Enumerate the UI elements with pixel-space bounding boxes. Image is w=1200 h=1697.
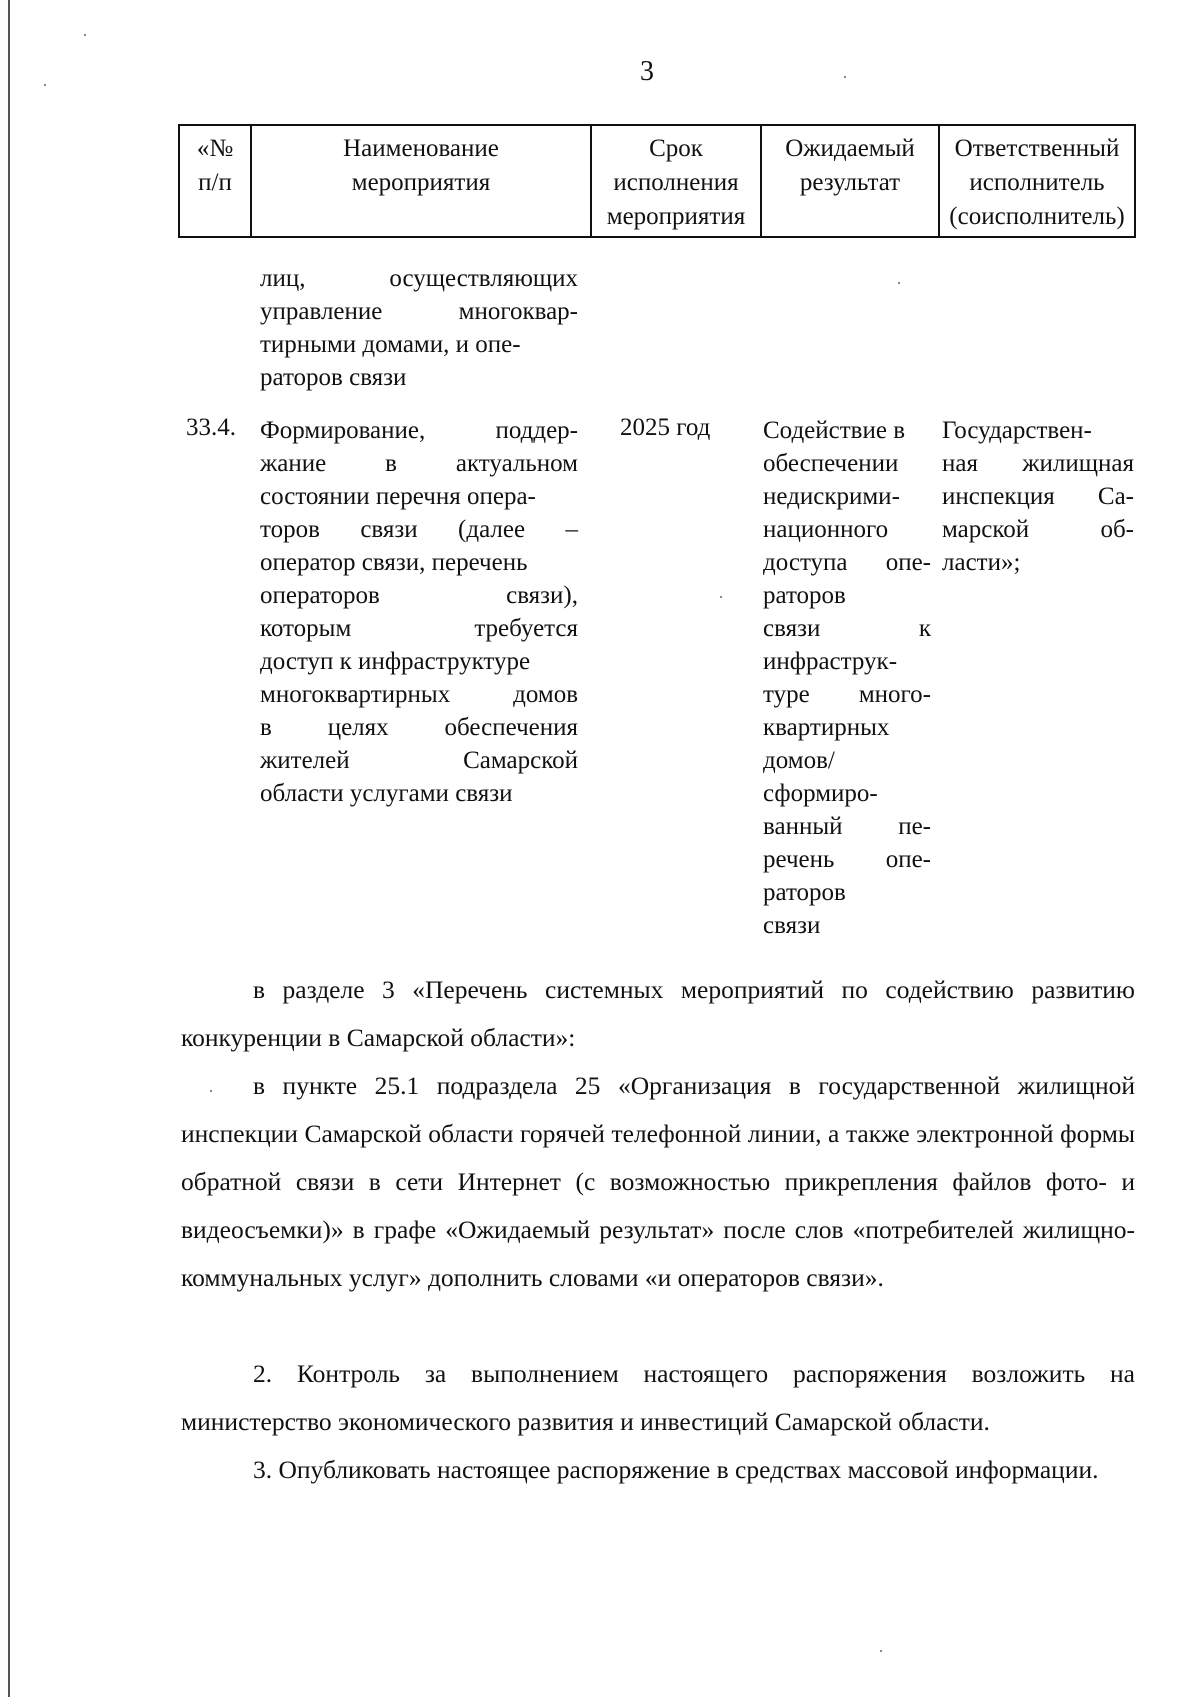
row-number: 33.4. (186, 414, 236, 441)
text-word: связи (763, 912, 821, 939)
text-word: доступа (763, 549, 848, 576)
text-line (260, 546, 578, 579)
text-word: многоквартирных (260, 681, 451, 708)
text-line (763, 579, 931, 612)
text-word: обеспечения (444, 714, 578, 741)
text-word: сформиро- (763, 780, 878, 807)
text-word: актуальном (455, 450, 578, 477)
text-word: области услугами связи (260, 780, 513, 807)
text-line (942, 513, 1134, 546)
scan-speck (84, 34, 86, 36)
text-line (260, 744, 578, 777)
header-number: «№ п/п (179, 125, 251, 237)
scan-speck (898, 282, 900, 284)
paragraph-point-25-1: в пункте 25.1 подраздела 25 «Организация в государственной жилищной инспекции Самарской области горячей телефонной линии, а также электронной формы обратной связи в сети Интернет (с возможностью прикрепления файлов фото- и видеосъемки)» в графе «Ожидаемый результат» после слов «потребителей жилищно-коммунальных услуг» дополнить словами «и операторов связи». (181, 1071, 1135, 1292)
continuation-text (260, 262, 578, 394)
header-term: Срок исполнения мероприятия (591, 125, 761, 237)
text-line (260, 447, 578, 480)
text-word: об- (1100, 516, 1134, 543)
text-word: оператор связи, перечень (260, 549, 528, 576)
text-word: целях (327, 714, 389, 741)
text-word: марской (942, 516, 1030, 543)
text-line (763, 744, 931, 777)
text-line (260, 361, 578, 394)
text-line (260, 328, 578, 361)
row-term-cell: 2025 год (620, 414, 711, 441)
text-word: Содействие в (763, 417, 906, 444)
text-word: связи (763, 615, 821, 642)
text-word: туре (763, 681, 810, 708)
text-word: осуществляющих (389, 265, 578, 292)
text-line (942, 546, 1134, 579)
text-word: Самарской (463, 747, 578, 774)
text-word: квартирных (763, 714, 890, 741)
header-executor: Ответственный исполнитель (соисполнитель) (939, 125, 1135, 237)
text-word: тирными домами, и опе- (260, 331, 521, 358)
text-line (763, 480, 931, 513)
text-word: связи (360, 516, 418, 543)
header-result: Ожидаемый результат (761, 125, 939, 237)
text-word: Государствен- (942, 417, 1092, 444)
text-word: много- (858, 681, 931, 708)
text-line (763, 843, 931, 876)
text-word: домов (513, 681, 578, 708)
text-word: в (260, 714, 272, 741)
text-word: жилищная (1022, 450, 1134, 477)
page-number: 3 (640, 56, 654, 87)
text-line (942, 447, 1134, 480)
text-word: жание (260, 450, 327, 477)
text-word: домов/ (763, 747, 835, 774)
text-line (763, 909, 931, 942)
text-line (260, 579, 578, 612)
text-word: раторов (763, 582, 846, 609)
text-line (763, 612, 931, 645)
header-name: Наименование мероприятия (251, 125, 591, 237)
paragraph-control: 2. Контроль за выполнением настоящего распоряжения возложить на министерство экономического развития и инвестиций Самарской области. 3. Опубликовать настоящее распоряжение в средствах массовой информации. (181, 1350, 1135, 1494)
scan-speck (880, 1650, 882, 1652)
text-word: которым (260, 615, 352, 642)
text-line (763, 777, 931, 810)
text-line (260, 678, 578, 711)
text-word: в (385, 450, 397, 477)
text-word: национного (763, 516, 889, 543)
row-executor-cell (942, 414, 1134, 579)
text-word: ласти»; (942, 549, 1021, 576)
paragraph-section-3: в разделе 3 «Перечень системных мероприятий по содействию развитию конкуренции в Самарской области»: в пункте 25.1 подраздела 25 «Организация в государственной жилищной инспекции Самарской области горячей телефонной линии, а также электронной формы обратной связи в сети Интернет (с возможностью прикрепления файлов фото- и видеосъемки)» в графе «Ожидаемый результат» после слов «потребителей жилищно-коммунальных услуг» дополнить словами «и операторов связи». (181, 966, 1135, 1302)
text-word: раторов связи (260, 364, 407, 391)
scan-speck (210, 1090, 212, 1092)
text-line (260, 711, 578, 744)
scan-speck (720, 596, 722, 598)
text-line (260, 645, 578, 678)
text-word: операторов (260, 582, 380, 609)
text-word: Формирование, (260, 417, 426, 444)
text-word: многоквар- (458, 298, 578, 325)
text-line (763, 645, 931, 678)
table-header (178, 124, 1136, 238)
text-word: обеспечении (763, 450, 899, 477)
text-line (260, 295, 578, 328)
text-word: ная (942, 450, 978, 477)
text-word: (далее (458, 516, 526, 543)
text-word: к (918, 615, 931, 642)
text-line (260, 262, 578, 295)
text-word: Са- (1097, 483, 1134, 510)
text-word: состоянии перечня опера- (260, 483, 536, 510)
text-line (763, 711, 931, 744)
text-line (763, 546, 931, 579)
text-line (260, 513, 578, 546)
text-line (763, 678, 931, 711)
text-line (260, 612, 578, 645)
text-word: инфраструк- (763, 648, 898, 675)
row-result-cell (763, 414, 931, 942)
text-word: жителей (260, 747, 350, 774)
text-word: доступ к инфраструктуре (260, 648, 531, 675)
scan-edge-line (8, 0, 10, 1697)
text-word: ванный (763, 813, 843, 840)
text-word: лиц, (260, 265, 306, 292)
text-word: опе- (885, 846, 931, 873)
text-word: – (565, 516, 578, 543)
row-name-cell (260, 414, 578, 810)
scan-speck (44, 84, 46, 86)
text-line (260, 777, 578, 810)
text-word: требуется (474, 615, 578, 642)
text-word: управление (260, 298, 383, 325)
text-line (942, 414, 1134, 447)
text-line (763, 876, 931, 909)
text-line (260, 480, 578, 513)
text-line (763, 513, 931, 546)
text-line (260, 414, 578, 447)
text-line (763, 447, 931, 480)
paragraph-publish: 3. Опубликовать настоящее распоряжение в средствах массовой информации. (253, 1455, 1099, 1484)
text-word: недискрими- (763, 483, 900, 510)
text-word: связи), (506, 582, 578, 609)
text-word: поддер- (495, 417, 578, 444)
text-word: раторов (763, 879, 846, 906)
text-word: речень (763, 846, 835, 873)
text-line (763, 414, 931, 447)
text-word: инспекция (942, 483, 1055, 510)
text-word: опе- (885, 549, 931, 576)
text-line (942, 480, 1134, 513)
text-word: торов (260, 516, 320, 543)
text-word: пе- (898, 813, 931, 840)
text-line (763, 810, 931, 843)
scan-speck (844, 76, 846, 78)
